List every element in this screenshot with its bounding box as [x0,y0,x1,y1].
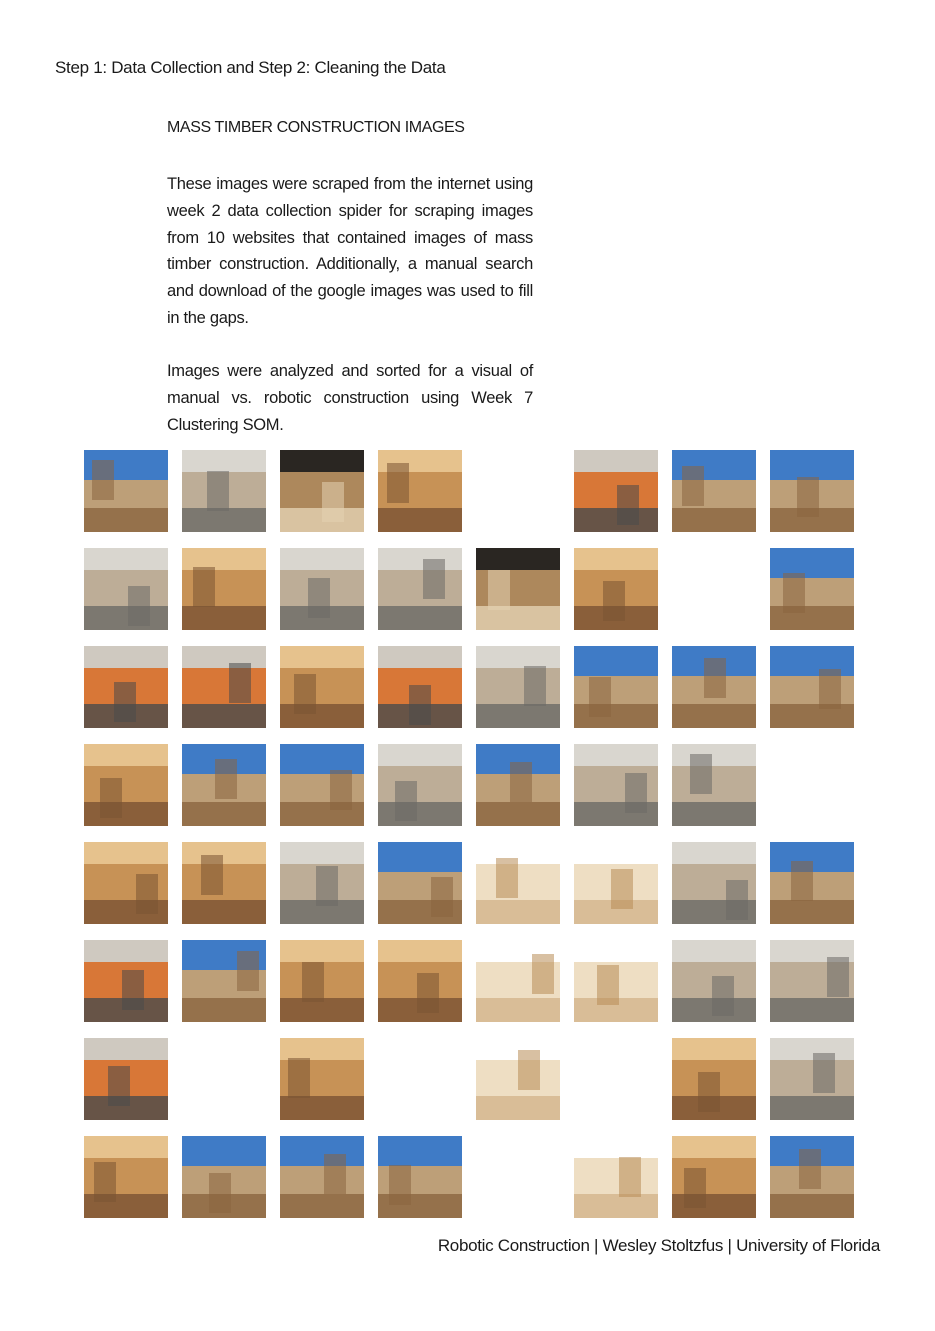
thumbnail-image [574,450,658,532]
thumbnail-image [770,646,854,728]
thumbnail-image [280,744,364,826]
thumbnail-image [84,744,168,826]
thumbnail-image [378,646,462,728]
thumbnail-image [182,1136,266,1218]
thumbnail-image [84,646,168,728]
thumbnail-image [672,940,756,1022]
thumbnail-image [280,646,364,728]
thumbnail-image [476,1038,560,1120]
thumbnail-image [574,646,658,728]
thumbnail-image [182,940,266,1022]
thumbnail-image [574,842,658,924]
thumbnail-image [672,744,756,826]
thumbnail-image [476,842,560,924]
thumbnail-image [574,1136,658,1218]
thumbnail-image [672,450,756,532]
thumbnail-image [84,842,168,924]
thumbnail-image [476,744,560,826]
thumbnail-image [672,646,756,728]
thumbnail-image [182,646,266,728]
step-title: Step 1: Data Collection and Step 2: Cleaning the Data [55,58,446,77]
thumbnail-image [182,548,266,630]
thumbnail-image [476,940,560,1022]
thumbnail-image [378,744,462,826]
empty-grid-cell [672,548,756,630]
thumbnail-image [182,744,266,826]
thumbnail-image [378,548,462,630]
thumbnail-image [672,842,756,924]
empty-grid-cell [476,1136,560,1218]
thumbnail-image [84,548,168,630]
description-paragraph: These images were scraped from the internet using week 2 data collection spider for scraping images from 10 websites that contained images of mass timber construction. Additionally, a manual search and download of the google images was used to fill in the gaps. [167,175,533,327]
footer-credit: Robotic Construction | Wesley Stoltzfus | University of Florida [437,1236,880,1255]
thumbnail-image [182,450,266,532]
section-title: MASS TIMBER CONSTRUCTION IMAGES [167,119,465,136]
thumbnail-image [770,940,854,1022]
thumbnail-image [378,1136,462,1218]
empty-grid-cell [182,1038,266,1120]
image-grid [84,450,854,1220]
empty-grid-cell [770,744,854,826]
thumbnail-image [280,548,364,630]
thumbnail-image [574,940,658,1022]
empty-grid-cell [476,450,560,532]
thumbnail-image [770,1136,854,1218]
thumbnail-image [280,842,364,924]
thumbnail-image [378,940,462,1022]
thumbnail-image [280,1136,364,1218]
thumbnail-image [672,1136,756,1218]
thumbnail-image [770,548,854,630]
thumbnail-image [280,940,364,1022]
thumbnail-image [476,548,560,630]
thumbnail-image [84,450,168,532]
thumbnail-image [378,450,462,532]
thumbnail-image [770,1038,854,1120]
thumbnail-image [378,842,462,924]
thumbnail-image [84,1136,168,1218]
thumbnail-image [280,1038,364,1120]
thumbnail-image [280,450,364,532]
thumbnail-image [574,744,658,826]
empty-grid-cell [574,1038,658,1120]
empty-grid-cell [378,1038,462,1120]
thumbnail-image [672,1038,756,1120]
method-paragraph: Images were analyzed and sorted for a visual of manual vs. robotic construction using Week 7 Clustering SOM. [167,362,533,434]
thumbnail-image [182,842,266,924]
thumbnail-image [574,548,658,630]
thumbnail-image [770,450,854,532]
thumbnail-image [84,1038,168,1120]
thumbnail-image [84,940,168,1022]
thumbnail-image [770,842,854,924]
thumbnail-image [476,646,560,728]
